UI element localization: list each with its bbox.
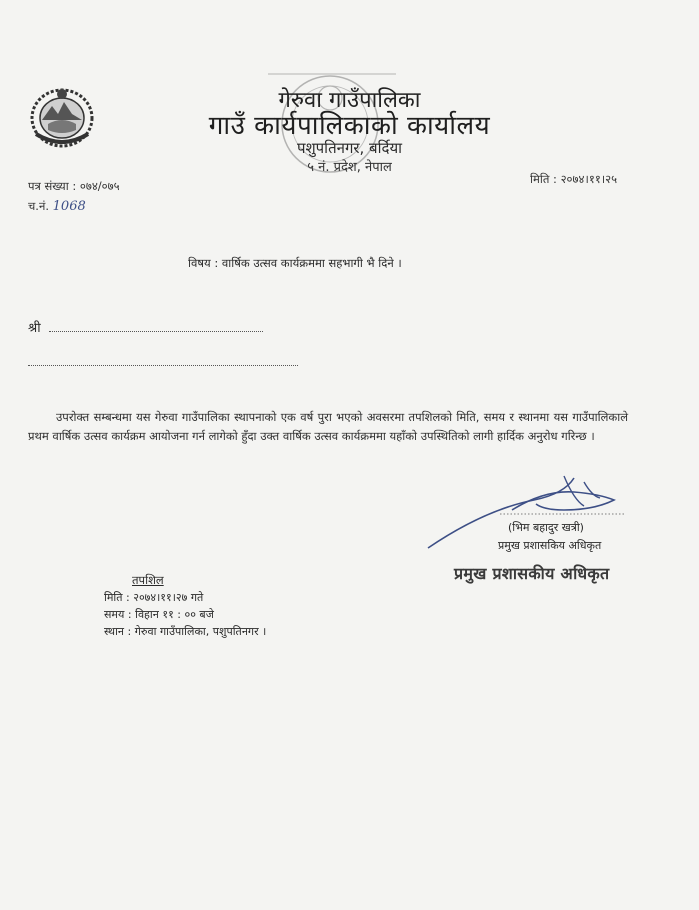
dispatch-label: च.नं. <box>28 199 49 213</box>
municipality-name: गेरुवा गाउँपालिका <box>278 88 421 113</box>
event-date: मिति : २०७४।११।२७ गते <box>104 591 204 604</box>
signatory-title: प्रमुख प्रशासकिय अधिकृत <box>498 539 602 552</box>
office-location: पशुपतिनगर, बर्दिया <box>296 139 403 157</box>
addressee-blank <box>49 319 263 332</box>
addressee-blank-2 <box>28 364 298 366</box>
details-heading: तपशिल <box>132 573 164 587</box>
dispatch-number-handwritten: 1068 <box>52 199 86 214</box>
letter-date: मिति : २०७४।११।२५ <box>530 172 618 186</box>
letter-number: पत्र संख्या : ०७४/०७५ <box>28 179 120 193</box>
signatory-name: (भिम बहादुर खत्री) <box>508 521 584 534</box>
letter-body: उपरोक्त सम्बन्धमा यस गेरुवा गाउँपालिका स्थापनाको एक वर्ष पुरा भएको अवसरमा तपशिलको मिति, समय र स्थानमा यस गाउँपालिकाले प्रथम वार्षिक उत्सव कार्यक्रम आयोजना गर्न लागेको हुँदा उक्त वार्षिक उत्सव कार्यक्रममा यहाँको उपस्थितिको लागी हार्दिक अनुरोध गरिन्छ । <box>28 410 628 443</box>
event-details <box>104 589 266 640</box>
province-line: ५ नं. प्रदेश, नेपाल <box>307 160 392 175</box>
addressee-line <box>28 318 263 336</box>
event-place: स्थान : गेरुवा गाउँपालिका, पशुपतिनगर । <box>104 625 267 638</box>
addressee-prefix: श्री <box>28 321 41 336</box>
office-name: गाउँ कार्यपालिकाको कार्यालय <box>208 111 491 141</box>
dispatch-number <box>28 199 86 214</box>
subject-line: विषय : वार्षिक उत्सव कार्यक्रममा सहभागी भै दिने । <box>188 256 402 270</box>
designation-stamp: प्रमुख प्रशासकीय अधिकृत <box>454 564 610 583</box>
event-time: समय : विहान ११ : ०० बजे <box>104 608 214 621</box>
